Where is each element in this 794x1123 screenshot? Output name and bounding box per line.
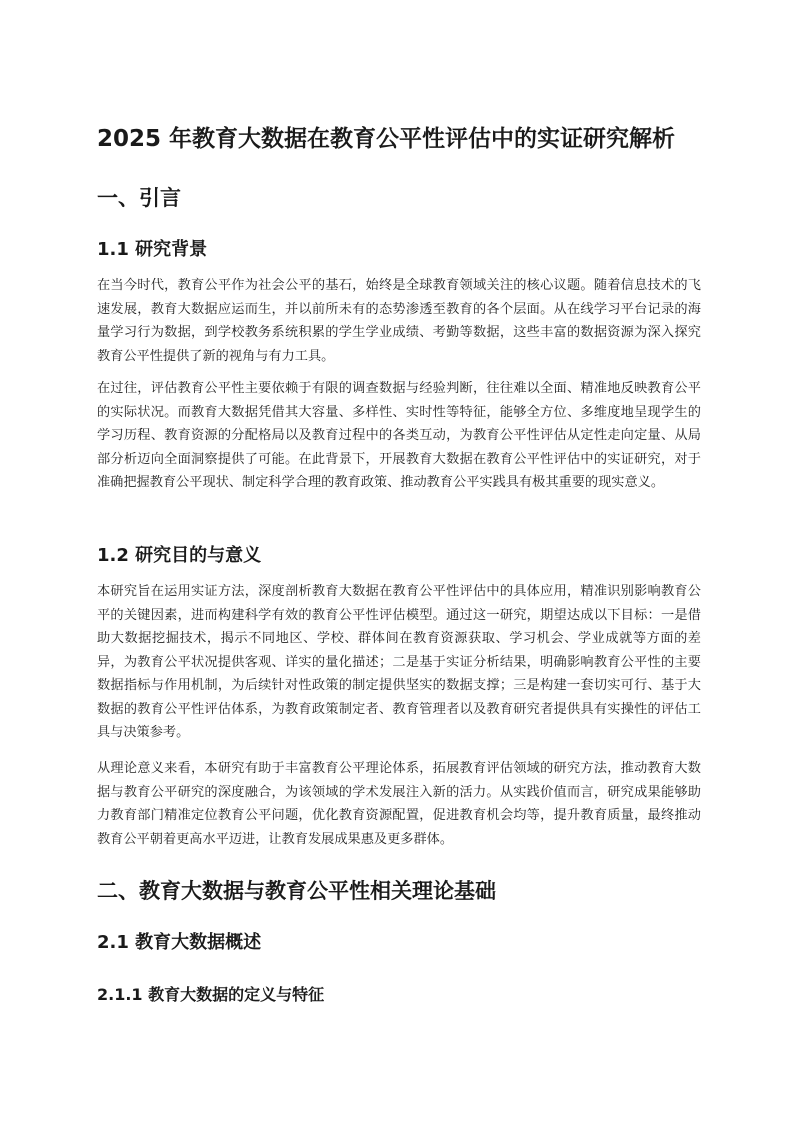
paragraph-purpose-2: 从理论意义来看，本研究有助于丰富教育公平理论体系，拓展教育评估领域的研究方法，推动教育大数据与教育公平研究的深度融合，为该领域的学术发展注入新的活力。从实践价值而言，研究成果能够助力教育部门精准定位教育公平问题，优化教育资源配置，促进教育机会均等，提升教育质量，最终推动教育公平朝着更高水平迈进，让教育发展成果惠及更多群体。 — [97, 761, 701, 847]
document-title: 2025 年教育大数据在教育公平性评估中的实证研究解析 — [97, 126, 676, 152]
subsubsection-heading-definition-features: 2.1.1 教育大数据的定义与特征 — [97, 985, 325, 1004]
paragraph-purpose-1: 本研究旨在运用实证方法，深度剖析教育大数据在教育公平性评估中的具体应用，精准识别影响教育公平的关键因素，进而构建科学有效的教育公平性评估模型。通过这一研究，期望达成以下目标：一是借助大数据挖掘技术，揭示不同地区、学校、群体间在教育资源获取、学习机会、学业成就等方面的差异，为教育公平状况提供客观、详实的量化描述；二是基于实证分析结果，明确影响教育公平性的主要数据指标与作用机制，为后续针对性政策的制定提供坚实的数据支撑；三是构建一套切实可行、基于大数据的教育公平性评估体系，为教育政策制定者、教育管理者以及教育研究者提供具有实操性的评估工具与决策参考。 — [97, 584, 701, 740]
paragraph-background-1: 在当今时代，教育公平作为社会公平的基石，始终是全球教育领域关注的核心议题。随着信息技术的飞速发展，教育大数据应运而生，并以前所未有的态势渗透至教育的各个层面。从在线学习平台记录的海量学习行为数据，到学校教务系统积累的学生学业成绩、考勤等数据，这些丰富的数据资源为深入探究教育公平性提供了新的视角与有力工具。 — [97, 278, 701, 364]
paragraph-background-2: 在过往，评估教育公平性主要依赖于有限的调查数据与经验判断，往往难以全面、精准地反映教育公平的实际状况。而教育大数据凭借其大容量、多样性、实时性等特征，能够全方位、多维度地呈现学生的学习历程、教育资源的分配格局以及教育过程中的各类互动，为教育公平性评估从定性走向定量、从局部分析迈向全面洞察提供了可能。在此背景下，开展教育大数据在教育公平性评估中的实证研究，对于准确把握教育公平现状、制定科学合理的教育政策、推动教育公平实践具有极其重要的现实意义。 — [97, 381, 701, 490]
subsection-heading-edu-bigdata-overview: 2.1 教育大数据概述 — [97, 932, 262, 953]
section-heading-theory-basis: 二、教育大数据与教育公平性相关理论基础 — [97, 879, 496, 903]
section-heading-introduction: 一、引言 — [97, 186, 181, 210]
subsection-heading-purpose-significance: 1.2 研究目的与意义 — [97, 545, 262, 566]
subsection-heading-research-background: 1.1 研究背景 — [97, 239, 208, 260]
